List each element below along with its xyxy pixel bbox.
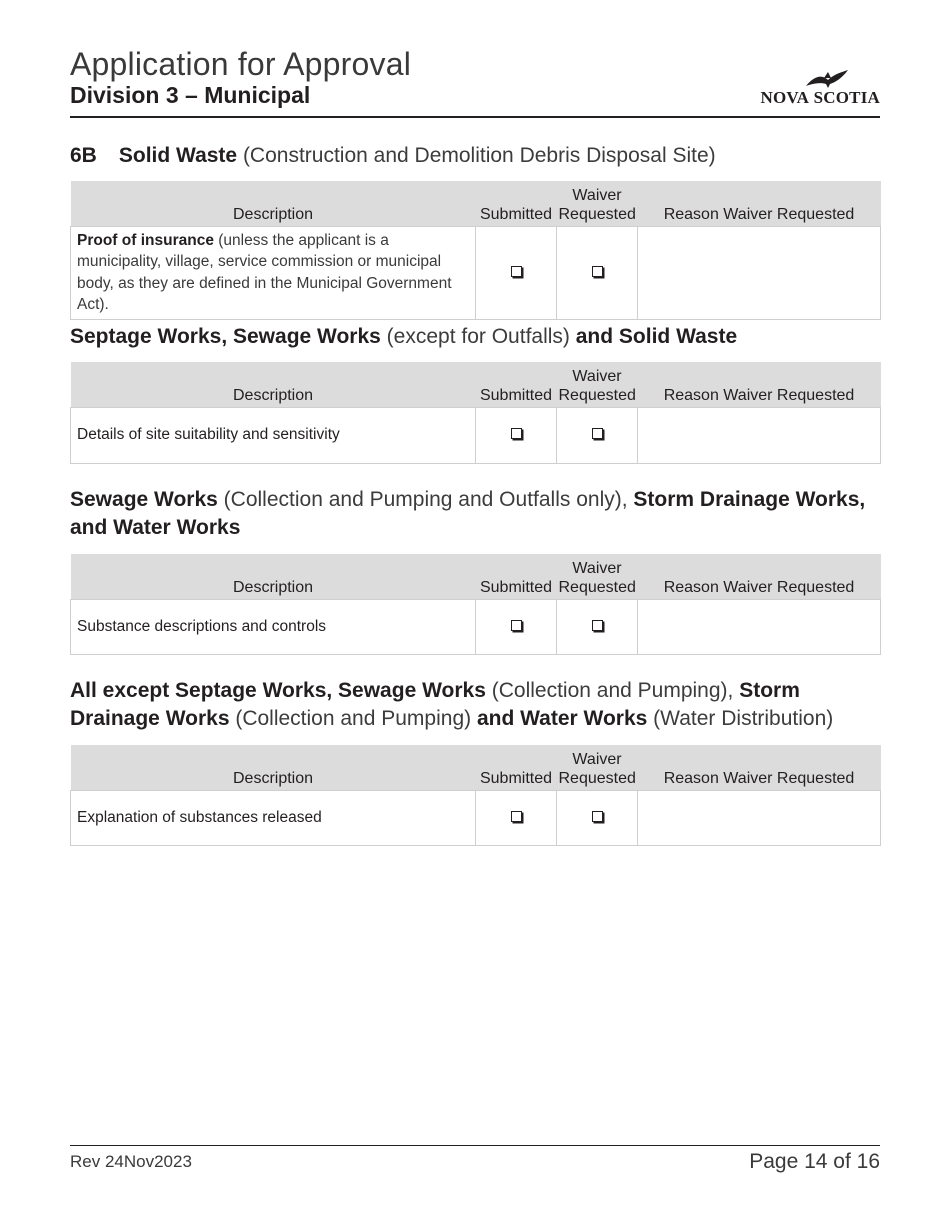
waiver-line2: Requested [558, 578, 636, 596]
row-description: Substance descriptions and controls [71, 599, 476, 654]
waiver-cell [557, 790, 638, 845]
logo-text-scotia: SCOTIA [813, 88, 880, 107]
section-title-part2: (Collection and Pumping and Outfalls only), [217, 488, 634, 511]
row-description [71, 226, 476, 319]
col-reason: Reason Waiver Requested [638, 554, 881, 599]
submitted-checkbox[interactable] [511, 266, 522, 277]
reason-field[interactable] [638, 407, 881, 463]
section-title-bold: Solid Waste [118, 144, 238, 167]
waiver-line1: Waiver [572, 367, 622, 385]
section-title-part2: (Collection and Pumping), [485, 679, 740, 702]
submitted-checkbox[interactable] [511, 620, 522, 631]
table-row [71, 226, 881, 319]
waiver-checkbox[interactable] [592, 428, 603, 439]
col-waiver-requested [557, 554, 638, 599]
col-reason: Reason Waiver Requested [638, 362, 881, 407]
section-title-part3: Storm Drainage Works [70, 679, 800, 730]
section-title-all-except [70, 677, 882, 733]
reason-field[interactable] [638, 226, 881, 319]
section-title-part1: All except Septage Works, Sewage Works [70, 679, 486, 702]
col-description: Description [71, 181, 476, 226]
submitted-checkbox[interactable] [511, 811, 522, 822]
col-waiver-requested [557, 362, 638, 407]
table-header-row [71, 362, 881, 407]
waiver-checkbox[interactable] [592, 620, 603, 631]
submitted-cell [476, 226, 557, 319]
waiver-cell [557, 407, 638, 463]
section-title-part2: (except for Outfalls) [380, 325, 576, 348]
section-title-part1: Septage Works, Sewage Works [70, 325, 381, 348]
reason-field[interactable] [638, 790, 881, 845]
col-submitted: Submitted [476, 362, 557, 407]
col-waiver-requested [557, 181, 638, 226]
waiver-checkbox[interactable] [592, 811, 603, 822]
col-description: Description [71, 362, 476, 407]
section-title-part3: and Solid Waste [575, 325, 738, 348]
waiver-cell [557, 599, 638, 654]
requirements-table-substances-released [70, 745, 881, 846]
section-title-part6: (Water Distribution) [647, 707, 834, 730]
col-submitted: Submitted [476, 554, 557, 599]
osprey-logo-icon [804, 68, 850, 90]
table-row [71, 599, 881, 654]
waiver-checkbox[interactable] [592, 266, 603, 277]
table-header-row [71, 181, 881, 226]
waiver-line2: Requested [558, 205, 636, 223]
row-description-rest: (unless the applicant is a municipality, village, service commission or municipal body, as they are defined in the Municipal Government Act). [77, 231, 452, 313]
submitted-cell [476, 599, 557, 654]
footer-divider [70, 1145, 880, 1146]
logo-wordmark [760, 88, 880, 108]
table-row [71, 407, 881, 463]
logo-text-nova: NOVA [760, 88, 810, 107]
table-row [71, 790, 881, 845]
table-header-row [71, 554, 881, 599]
submitted-cell [476, 790, 557, 845]
section-title-septage-sewage-solid [70, 323, 882, 351]
col-reason: Reason Waiver Requested [638, 181, 881, 226]
revision-label: Rev 24Nov2023 [70, 1152, 192, 1171]
page-header [70, 46, 880, 118]
section-title-part3: Storm Drainage Works, and Water Works [70, 488, 866, 539]
reason-field[interactable] [638, 599, 881, 654]
waiver-line1: Waiver [572, 750, 622, 768]
page-number: Page 14 of 16 [749, 1150, 880, 1173]
section-title-6b [70, 142, 882, 170]
section-title-part4: (Collection and Pumping) [229, 707, 477, 730]
document-title: Application for Approval [70, 46, 412, 82]
document-subtitle: Division 3 – Municipal [70, 82, 311, 108]
col-submitted: Submitted [476, 181, 557, 226]
nova-scotia-logo [754, 68, 880, 108]
waiver-line1: Waiver [572, 186, 622, 204]
section-title-part1: Sewage Works [70, 488, 218, 511]
requirements-table-solid-waste [70, 181, 881, 320]
row-description: Details of site suitability and sensitivity [71, 407, 476, 463]
table-header-row [71, 745, 881, 790]
col-description: Description [71, 554, 476, 599]
waiver-cell [557, 226, 638, 319]
requirements-table-substance-descriptions [70, 554, 881, 655]
waiver-line1: Waiver [572, 559, 622, 577]
col-reason: Reason Waiver Requested [638, 745, 881, 790]
waiver-line2: Requested [558, 386, 636, 404]
row-description-bold: Proof of insurance [77, 231, 214, 249]
col-submitted: Submitted [476, 745, 557, 790]
section-number: 6B [70, 144, 97, 167]
section-title-part5: and Water Works [476, 707, 648, 730]
row-description: Explanation of substances released [71, 790, 476, 845]
submitted-checkbox[interactable] [511, 428, 522, 439]
section-title-rest: (Construction and Demolition Debris Disposal Site) [237, 144, 716, 167]
requirements-table-site-suitability [70, 362, 881, 464]
waiver-line2: Requested [558, 769, 636, 787]
col-waiver-requested [557, 745, 638, 790]
section-title-sewage-storm-water [70, 486, 882, 542]
submitted-cell [476, 407, 557, 463]
col-description: Description [71, 745, 476, 790]
